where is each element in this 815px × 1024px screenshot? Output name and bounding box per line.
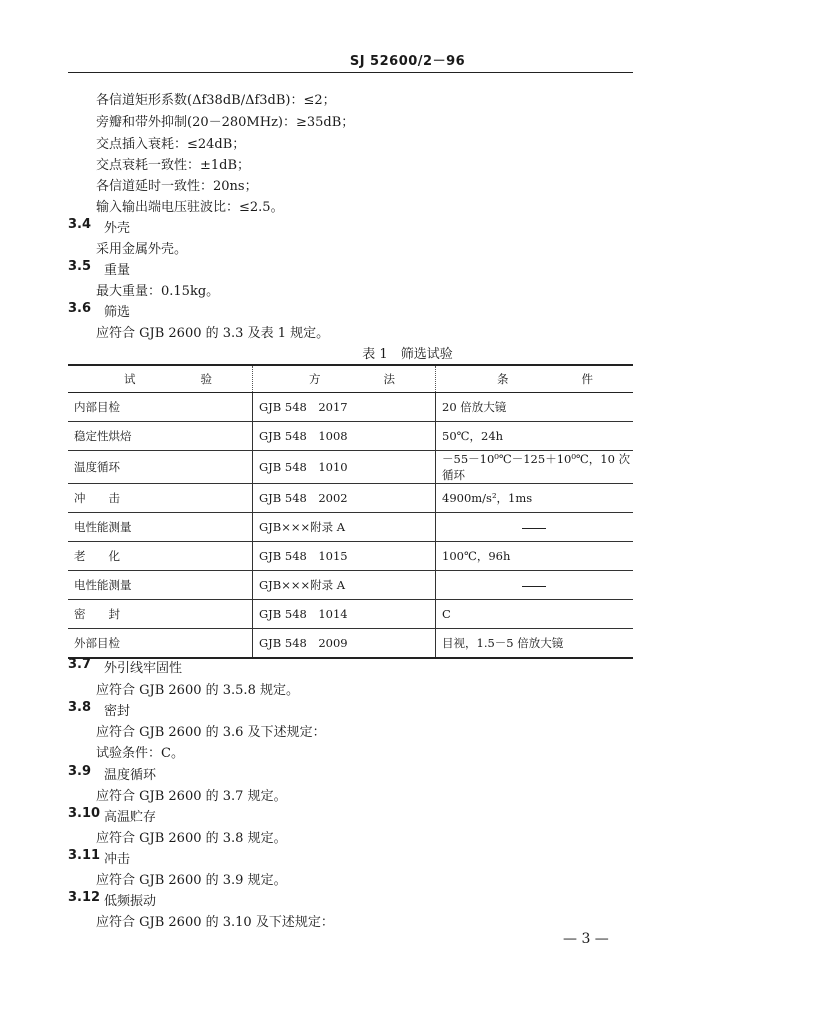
section-body: 最大重量：0.15kg。 <box>96 284 220 299</box>
cell-method: GJB 548 1008 <box>253 422 436 451</box>
section-number: 3.8 <box>68 700 92 715</box>
section-body: 试验条件：C。 <box>96 746 184 761</box>
section-title: 低频振动 <box>104 894 157 909</box>
section-body: 应符合 GJB 2600 的 3.5.8 规定。 <box>96 683 299 698</box>
cell-test: 稳定性烘焙 <box>68 422 253 451</box>
table-row <box>68 513 633 542</box>
cell-method: GJB 548 1010 <box>253 451 436 484</box>
table-row <box>68 542 633 571</box>
section-number: 3.5 <box>68 259 92 274</box>
section-title: 外壳 <box>104 221 131 236</box>
table-caption: 表 1 筛选试验 <box>362 347 453 362</box>
cell-condition: 目视，1.5－5 倍放大镜 <box>436 629 634 659</box>
cell-condition <box>436 571 634 600</box>
cell-method: GJB 548 1014 <box>253 600 436 629</box>
table-row <box>68 600 633 629</box>
section-number: 3.9 <box>68 764 92 779</box>
table-row <box>68 484 633 513</box>
cell-test: 老 化 <box>68 542 253 571</box>
column-header-method: 方 法 <box>253 365 436 393</box>
section-title: 重量 <box>104 263 131 278</box>
spec-line: 各信道矩形系数(Δf38dB/Δf3dB)：≤2； <box>96 93 336 108</box>
cell-method: GJB 548 2017 <box>253 393 436 422</box>
section-number: 3.4 <box>68 217 92 232</box>
spec-line: 交点衰耗一致性：±1dB； <box>96 158 251 173</box>
cell-test: 电性能测量 <box>68 571 253 600</box>
cell-test: 温度循环 <box>68 451 253 484</box>
table-row <box>68 571 633 600</box>
section-title: 温度循环 <box>104 768 157 783</box>
section-title: 密封 <box>104 704 131 719</box>
dash-mark <box>522 528 546 529</box>
section-title: 高温贮存 <box>104 810 157 825</box>
column-header-test: 试 验 <box>68 365 253 393</box>
cell-condition: C <box>436 600 634 629</box>
section-number: 3.6 <box>68 301 92 316</box>
cell-condition: 20 倍放大镜 <box>436 393 634 422</box>
table-row <box>68 451 633 484</box>
section-title: 冲击 <box>104 852 131 867</box>
section-number: 3.11 <box>68 848 101 863</box>
section-number: 3.12 <box>68 890 101 905</box>
section-number: 3.7 <box>68 657 92 672</box>
section-body: 应符合 GJB 2600 的 3.3 及表 1 规定。 <box>96 326 330 341</box>
section-body: 应符合 GJB 2600 的 3.6 及下述规定： <box>96 725 326 740</box>
table-row <box>68 393 633 422</box>
spec-line: 旁瓣和带外抑制(20－280MHz)：≥35dB； <box>96 115 355 130</box>
table-header-row <box>68 365 633 393</box>
cell-method: GJB×××附录 A <box>253 571 436 600</box>
cell-test: 外部目检 <box>68 629 253 659</box>
section-number: 3.10 <box>68 806 101 821</box>
section-body: 应符合 GJB 2600 的 3.8 规定。 <box>96 831 287 846</box>
header-rule <box>68 72 633 73</box>
spec-line: 输入输出端电压驻波比：≤2.5。 <box>96 200 284 215</box>
table-row <box>68 422 633 451</box>
page-number: — 3 — <box>563 931 609 947</box>
cell-condition: 100℃，96h <box>436 542 634 571</box>
cell-method: GJB 548 1015 <box>253 542 436 571</box>
cell-condition: 4900m/s²，1ms <box>436 484 634 513</box>
section-title: 外引线牢固性 <box>104 661 183 676</box>
dash-mark <box>522 586 546 587</box>
cell-condition: －55－10⁰℃－125＋10⁰℃，10 次循环 <box>436 451 634 484</box>
cell-method: GJB×××附录 A <box>253 513 436 542</box>
cell-test: 冲 击 <box>68 484 253 513</box>
cell-condition <box>436 513 634 542</box>
cell-method: GJB 548 2009 <box>253 629 436 659</box>
spec-line: 各信道延时一致性：20ns； <box>96 179 258 194</box>
cell-method: GJB 548 2002 <box>253 484 436 513</box>
column-header-condition: 条 件 <box>436 365 634 393</box>
section-body: 应符合 GJB 2600 的 3.10 及下述规定： <box>96 915 334 930</box>
cell-test: 内部目检 <box>68 393 253 422</box>
section-title: 筛选 <box>104 305 131 320</box>
document-code: SJ 52600/2－96 <box>349 54 466 69</box>
section-body: 采用金属外壳。 <box>96 242 188 257</box>
spec-line: 交点插入衰耗：≤24dB； <box>96 137 246 152</box>
cell-test: 电性能测量 <box>68 513 253 542</box>
section-body: 应符合 GJB 2600 的 3.7 规定。 <box>96 789 287 804</box>
table-row <box>68 629 633 659</box>
cell-condition: 50℃，24h <box>436 422 634 451</box>
screening-table <box>68 364 633 659</box>
section-body: 应符合 GJB 2600 的 3.9 规定。 <box>96 873 287 888</box>
cell-test: 密 封 <box>68 600 253 629</box>
